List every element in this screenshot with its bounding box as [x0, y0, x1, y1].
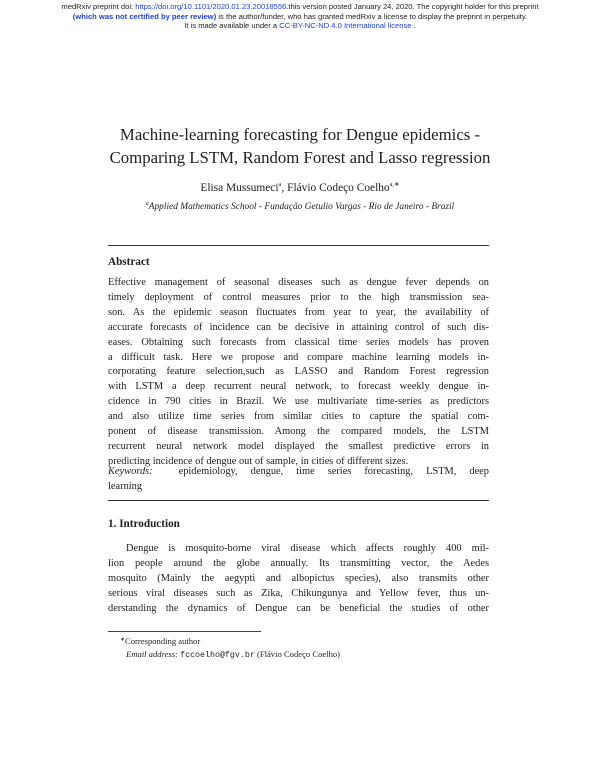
paragraph-line: derstanding the dynamics of Dengue can be beneficial the studies of other: [108, 602, 489, 614]
footnote: [120, 634, 340, 662]
doi-link[interactable]: https://doi.org/10.1101/2020.01.23.20018556: [135, 2, 287, 11]
abstract-line: eases. Obtaining such forecasts from classical time series models has proven: [108, 336, 489, 348]
author-name: Flávio Codeço Coelho: [287, 182, 390, 194]
abstract-line: son. As the epidemic season fluctuates from year to year, the availability of: [108, 306, 489, 318]
author-name: Elisa Mussumeci: [200, 182, 279, 194]
keywords: [108, 465, 489, 495]
affiliation-mark: a: [278, 181, 282, 188]
abstract-line: a difficult task. Here we propose and compare machine learning models in-: [108, 351, 489, 363]
paragraph-line: mosquito (Mainly the aegypti and albopictus species), also transmits other: [108, 572, 489, 584]
abstract-line: timely deployment of control measures prior to the high transmission sea-: [108, 291, 489, 303]
email-link[interactable]: fccoelho@fgv.br: [180, 650, 255, 660]
paper-title: Machine-learning forecasting for Dengue epidemics - Comparing LSTM, Random Forest and Lasso regression: [109, 125, 491, 167]
abstract-line: Effective management of seasonal diseases such as dengue fever depends on: [108, 277, 489, 288]
paragraph-line: lion people around the globe annually. Its transmitting vector, the Aedes: [108, 557, 489, 569]
abstract-line: recurrent neural network model displayed the smallest predictive errors in: [108, 440, 489, 452]
abstract-top-rule: [108, 245, 489, 246]
keywords-label: Keywords:: [108, 466, 153, 477]
affiliation: $^a$Applied Mathematics School - Fundação Getulio Vargas - Rio de Janeiro - Brazil: [145, 201, 455, 212]
banner-line-2: (which was not certified by peer review) is the author/funder, who has granted medRxiv a license to display the preprint in perpetuity.: [72, 11, 528, 21]
peer-review-notice: (which was not certified by peer review): [72, 11, 217, 21]
paragraph-line: Dengue is mosquito-borne viral disease which affects roughly 400 mil-: [126, 543, 489, 554]
abstract-line: cidence in 790 cities in Brazil. We use multivariate time-series as predictors: [108, 396, 489, 408]
abstract-line: predicting incidence of dengue out of sample, in cities of different sizes.: [108, 455, 409, 467]
abstract-line: corporating feature selection,such as LASSO and Random Forest regression: [108, 366, 489, 378]
license-link[interactable]: CC-BY-NC-ND 4.0 International license: [279, 21, 412, 31]
corresponding-author-note: ∗Corresponding author: [120, 636, 201, 646]
banner-line-1: medRxiv preprint doi: https://doi.org/10.1101/2020.01.23.20018556.this version posted January 24, 2020. The copyright holder for this preprint: [61, 2, 539, 11]
abstract-bottom-rule: [108, 500, 489, 501]
abstract-line: with LSTM a deep recurrent neural network, to forecast weekly dengue in-: [108, 381, 489, 393]
introduction-body: [108, 542, 489, 617]
abstract-line: accurate forecasts of incidence can be decisive in attaining control of such dis-: [108, 321, 489, 333]
abstract-line: ponent of disease transmission. Among the compared models, the LSTM: [108, 426, 489, 438]
section-heading-introduction: 1. Introduction: [108, 518, 180, 530]
preprint-banner: [0, 2, 600, 31]
abstract-line: and also utilize time series from similar cities to capture the spatial com-: [108, 411, 489, 423]
author-list: Elisa Mussumeci$^a$, Flávio Codeço Coelho$^{a,∗}$: [200, 181, 400, 194]
affiliation-mark: a,∗: [389, 181, 400, 188]
paragraph-line: serious viral diseases such as Zika, Chikungunya and Yellow fever, thus un-: [108, 587, 489, 599]
keywords-line-1: Keywords: epidemiology, dengue, time series forecasting, LSTM, deep: [108, 466, 489, 477]
keywords-line-2: learning: [108, 480, 143, 492]
footnote-rule: [108, 631, 261, 632]
abstract-heading: Abstract: [108, 256, 150, 268]
abstract-body: [108, 276, 489, 470]
email-note: Email address: fccoelho@fgv.br (Flávio Codeço Coelho): [126, 648, 341, 660]
banner-line-3: It is made available under a CC-BY-NC-ND 4.0 International license .: [184, 21, 416, 31]
